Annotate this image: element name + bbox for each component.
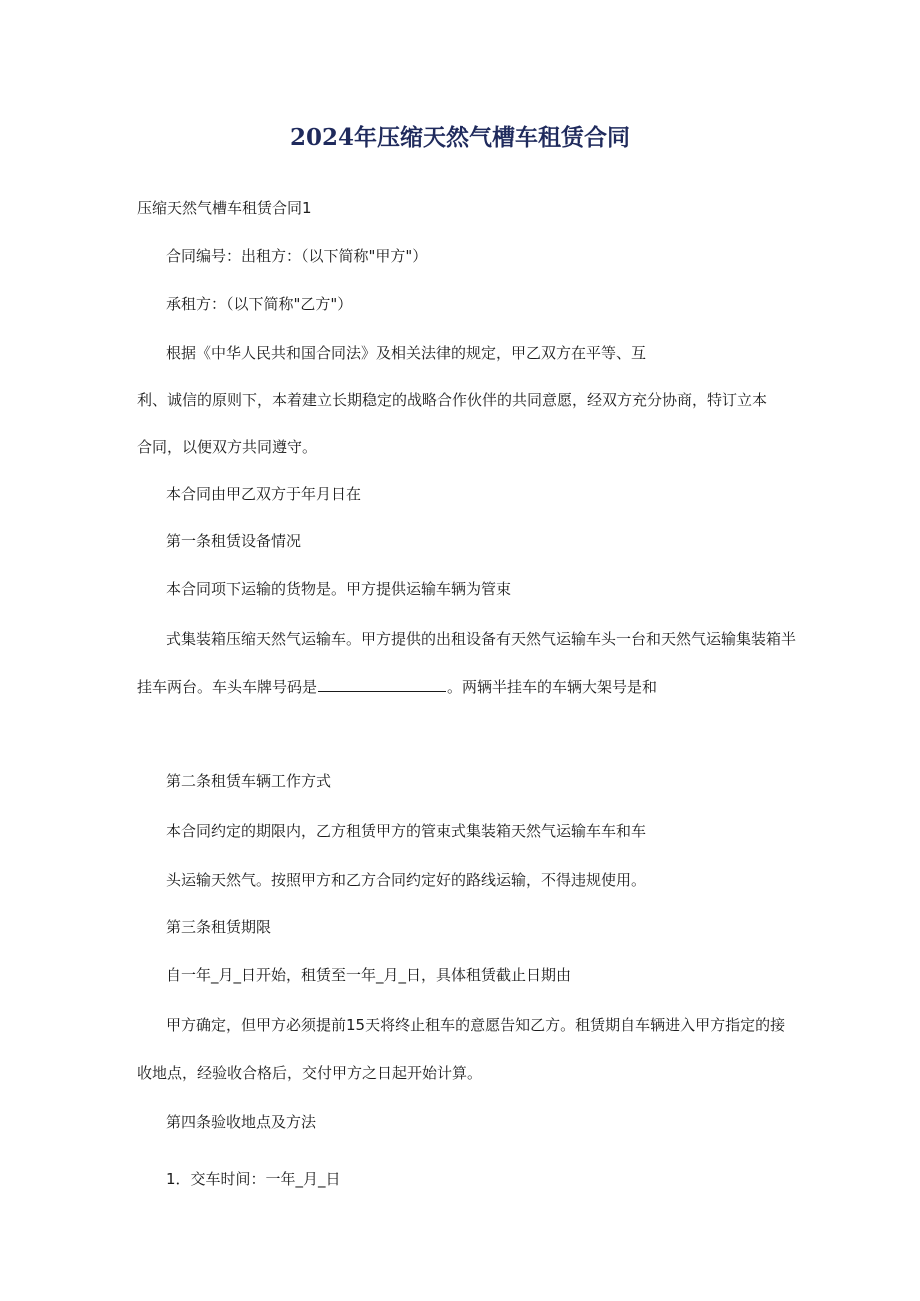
paragraph-line: 自一年_月_日开始，租赁至一年_月_日，具体租赁截止日期由 <box>166 966 572 984</box>
paragraph-line: 式集装箱压缩天然气运输车。甲方提供的出租设备有天然气运输车头一台和天然气运输集装箱半 <box>166 630 797 648</box>
paragraph-line: 利、诚信的原则下，本着建立长期稳定的战略合作伙伴的共同意愿，经双方充分协商，特订立本 <box>137 391 768 409</box>
plate-number-line <box>137 677 657 697</box>
paragraph-line: 头运输天然气。按照甲方和乙方合同约定好的路线运输，不得违规使用。 <box>166 871 647 889</box>
lessee-line: 承租方：（以下简称"乙方"） <box>166 295 353 313</box>
paragraph-line: 根据《中华人民共和国合同法》及相关法律的规定，甲乙双方在平等、互 <box>166 344 647 362</box>
paragraph-line: 本合同项下运输的货物是。甲方提供运输车辆为管束 <box>166 580 512 598</box>
paragraph-line: 甲方确定，但甲方必须提前15天将终止租车的意愿告知乙方。租赁期自车辆进入甲方指定的接 <box>166 1016 786 1034</box>
trailer-frame-label: 。两辆半挂车的车辆大架号是和 <box>447 678 658 696</box>
article-heading: 第三条租赁期限 <box>166 918 272 936</box>
paragraph-line: 收地点，经验收合格后，交付甲方之日起开始计算。 <box>137 1064 483 1082</box>
article-heading: 第二条租赁车辆工作方式 <box>166 772 332 790</box>
article-heading: 第四条验收地点及方法 <box>166 1113 317 1131</box>
paragraph-line: 合同，以便双方共同遵守。 <box>137 438 318 456</box>
document-title: 2024年压缩天然气槽车租赁合同 <box>289 124 630 151</box>
article-heading: 第一条租赁设备情况 <box>166 532 302 550</box>
paragraph-line: 本合同由甲乙双方于年月日在 <box>166 485 362 503</box>
contract-subtitle: 压缩天然气槽车租赁合同1 <box>137 199 312 217</box>
contract-number-line: 合同编号：出租方：（以下简称"甲方"） <box>166 247 428 265</box>
plate-number-label: 挂车两台。车头车牌号码是 <box>137 678 318 696</box>
list-item: 1．交车时间：一年_月_日 <box>166 1170 341 1188</box>
fill-in-blank <box>318 677 446 692</box>
paragraph-line: 本合同约定的期限内，乙方租赁甲方的管束式集装箱天然气运输车车和车 <box>166 822 647 840</box>
